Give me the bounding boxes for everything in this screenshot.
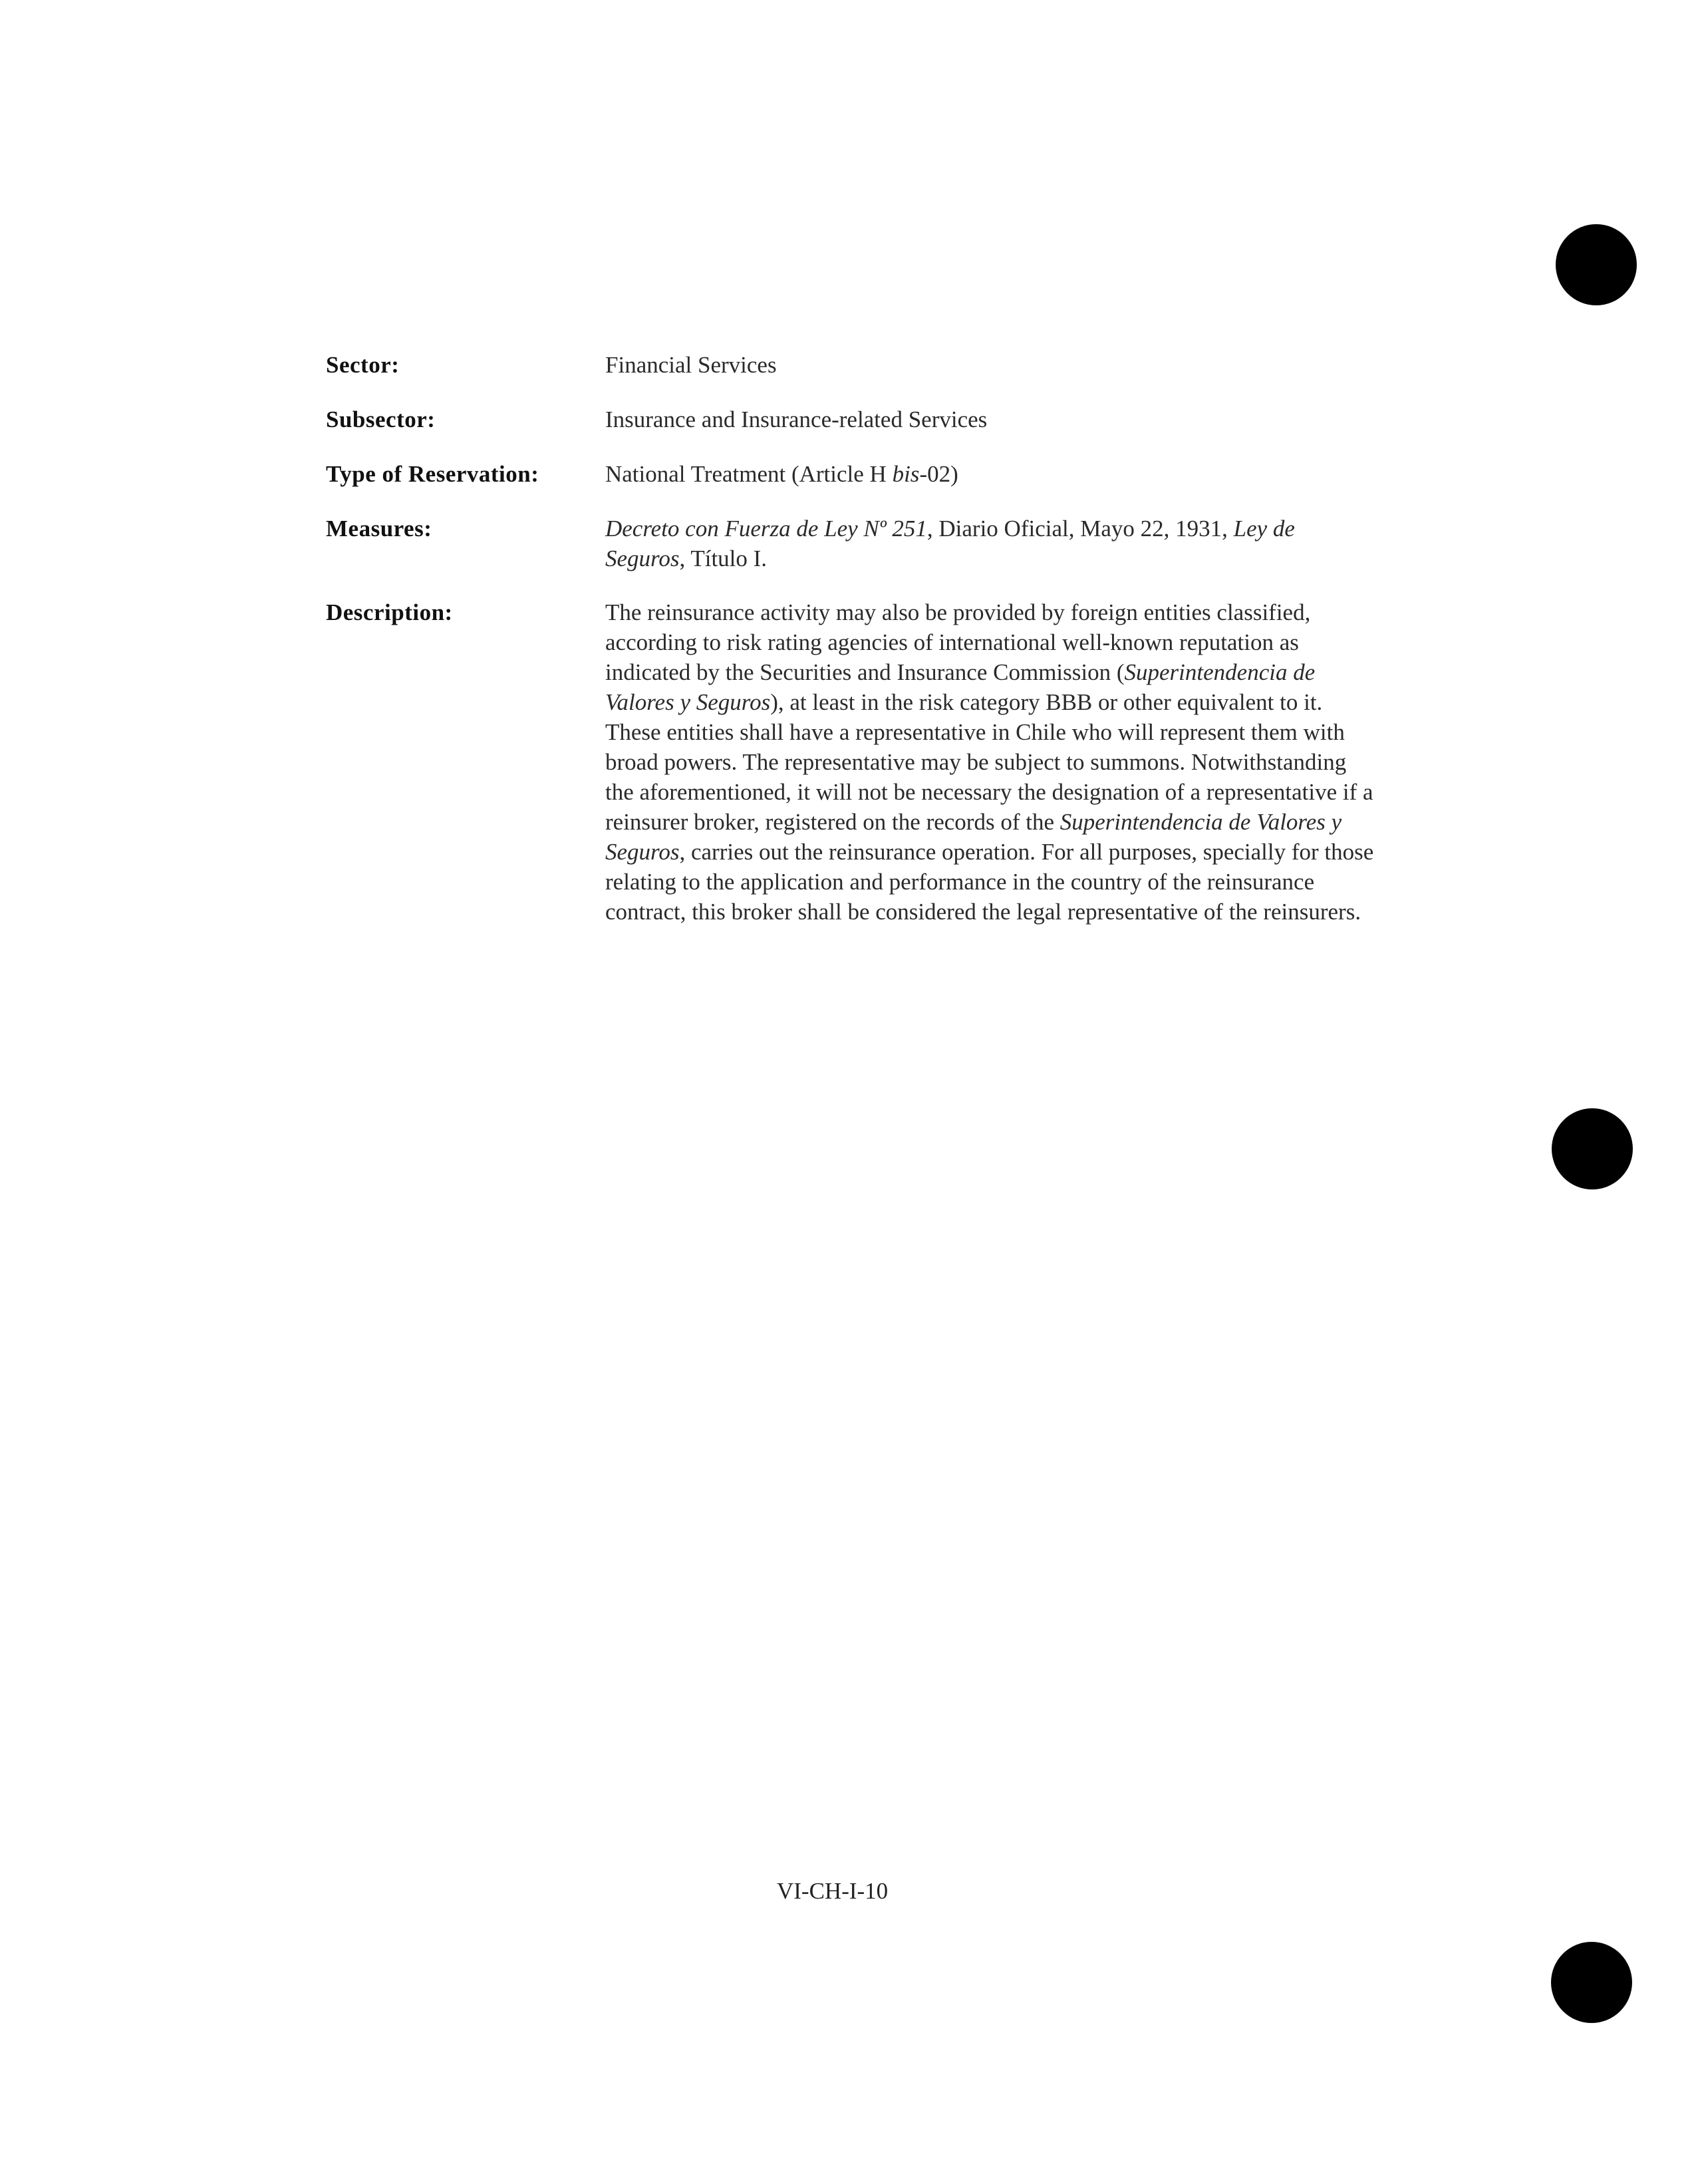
type-of-reservation-label: Type of Reservation: [326, 461, 539, 487]
measures-text-1: , Diario Oficial, Mayo 22, 1931, [926, 516, 1234, 542]
subsector-value: Insurance and Insurance-related Services [605, 406, 988, 432]
description-text-3: , carries out the reinsurance operation. For all purposes, specially for those relating to the application and performance in the country of the reinsurance contract, this broker shall be considered the legal representative of the reinsurers. [605, 839, 1374, 925]
description-italic-1: Superintendencia de Valores y Seguros [605, 659, 1316, 715]
punch-hole-bottom [1551, 1942, 1632, 2023]
description-label: Description: [326, 599, 453, 625]
measures-label: Measures: [326, 516, 432, 542]
subsector-label: Subsector: [326, 406, 436, 432]
type-of-reservation-text-suffix: -02) [919, 461, 958, 487]
page-number: VI-CH-I-10 [777, 1878, 889, 1904]
sector-label: Sector: [326, 352, 400, 378]
description-italic-2: Superintendencia de Valores y Seguros [605, 809, 1342, 865]
measures-law-title: Ley de Seguros [605, 516, 1295, 571]
description-text-1: The reinsurance activity may also be provided by foreign entities classified, according to risk rating agencies of international well-known reputation as indicated by the Securities and Insurance Commission ( [605, 599, 1311, 685]
type-of-reservation-text-italic: bis [892, 461, 920, 487]
measures-decree-title: Decreto con Fuerza de Ley Nº 251 [605, 516, 927, 542]
punch-hole-top [1556, 224, 1637, 305]
measures-value [605, 514, 1380, 573]
measures-text-2: , Título I. [679, 546, 768, 571]
description-text-2: ), at least in the risk category BBB or other equivalent to it. These entities shall have a representative in Chile who will represent them with broad powers. The representative may be subject to summons. Notwithstanding the aforementioned, it will not be necessary the designation of a representative if a reinsurer broker, registered on the records of the [605, 689, 1373, 835]
type-of-reservation-text-prefix: National Treatment (Article H [605, 461, 893, 487]
sector-value: Financial Services [605, 352, 777, 378]
type-of-reservation-value [605, 459, 1380, 489]
description-value [605, 597, 1380, 927]
punch-hole-middle [1552, 1108, 1633, 1189]
